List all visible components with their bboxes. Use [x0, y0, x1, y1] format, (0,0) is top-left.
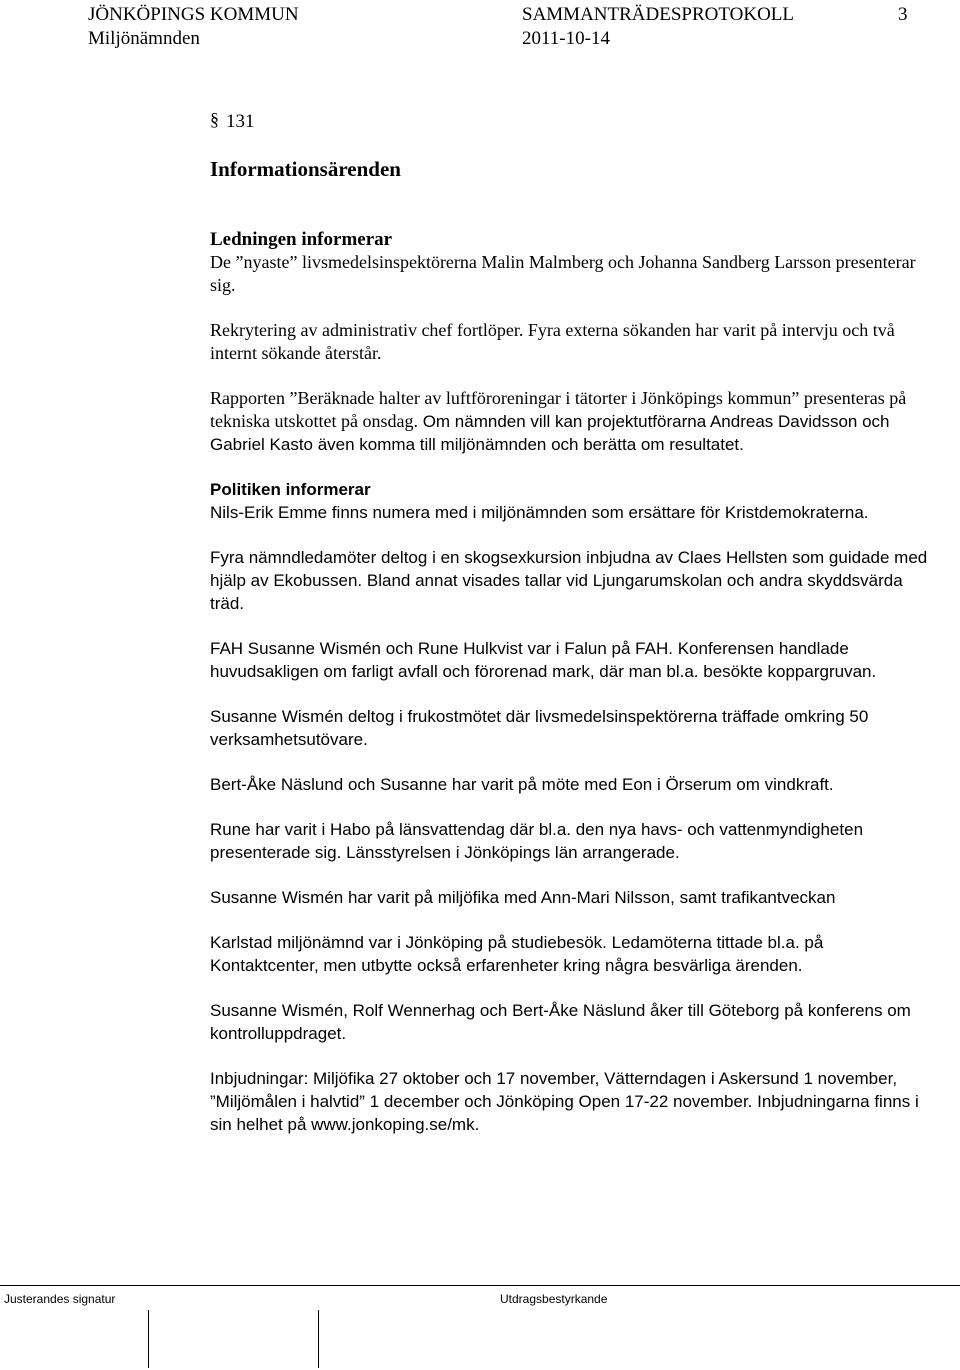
paragraph: Nils-Erik Emme finns numera med i miljönämnden som ersättare för Kristdemokraterna. [210, 503, 869, 522]
signature-box-divider [318, 1310, 319, 1368]
paragraph: Susanne Wismén har varit på miljöfika med Ann-Mari Nilsson, samt trafikantveckan [210, 888, 836, 907]
paragraph: De ”nyaste” livsmedelsinspektörerna Malin Malmberg och Johanna Sandberg Larsson presenterar sig. [210, 252, 916, 295]
section-symbol: § [210, 109, 219, 129]
paragraph: Inbjudningar: Miljöfika 27 oktober och 17 november, Vätterndagen i Askersund 1 november, ”Miljömålen i halvtid” 1 december och Jönköping Open 17-22 november. Inbjudningarna finns i sin helhet på www.jonkoping.se/mk. [210, 1069, 919, 1134]
section-number-value: 131 [226, 111, 255, 132]
signature-box-divider [148, 1310, 149, 1368]
ledningen-heading: Ledningen informerar [210, 229, 393, 250]
paragraph [210, 387, 930, 456]
paragraph: Susanne Wismén, Rolf Wennerhag och Bert-Åke Näslund åker till Göteborg på konferens om kontrolluppdraget. [210, 1001, 911, 1043]
document-type: SAMMANTRÄDESPROTOKOLL [522, 4, 795, 25]
section-title: Informationsärenden [210, 157, 401, 181]
politiken-heading: Politiken informerar [210, 480, 371, 499]
board-name: Miljönämnden [88, 28, 200, 49]
paragraph: Rune har varit i Habo på länsvattendag där bl.a. den nya havs- och vattenmyndigheten presenterade sig. Länsstyrelsen i Jönköpings län arrangerade. [210, 820, 864, 862]
paragraph: FAH Susanne Wismén och Rune Hulkvist var i Falun på FAH. Konferensen handlade huvudsakligen om farligt avfall och förorenad mark, där man bl.a. besökte koppargruvan. [210, 639, 877, 681]
paragraph: Susanne Wismén deltog i frukostmötet där livsmedelsinspektörerna träffade omkring 50 verksamhetsutövare. [210, 707, 869, 749]
paragraph-part: Rapporten ”Beräknade halter av luftföroreningar i tätorter i Jönköpings kommun” presenteras på tekniska utskottet på onsdag. [210, 388, 907, 431]
paragraph-part: Om nämnden vill kan projektutförarna Andreas Davidsson och Gabriel Kasto även komma till miljönämnden och berätta om resultatet. [210, 412, 890, 454]
organization-name: JÖNKÖPINGS KOMMUN [88, 4, 299, 25]
document-body [210, 228, 930, 1136]
paragraph: Fyra nämndledamöter deltog i en skogsexkursion inbjudna av Claes Hellsten som guidade med hjälp av Ekobussen. Bland annat visades tallar vid Ljungarumskolan och andra skyddsvärda träd. [210, 548, 928, 613]
paragraph: Karlstad miljönämnd var i Jönköping på studiebesök. Ledamöterna tittade bl.a. på Kontaktcenter, men utbytte också erfarenheter kring några besvärliga ärenden. [210, 933, 824, 975]
paragraph: Bert-Åke Näslund och Susanne har varit på möte med Eon i Örserum om vindkraft. [210, 775, 834, 794]
footer-divider [0, 1285, 960, 1286]
page-number: 3 [898, 4, 908, 25]
signature-label: Justerandes signatur [4, 1292, 116, 1306]
meeting-date: 2011-10-14 [522, 28, 610, 49]
extract-label: Utdragsbestyrkande [500, 1292, 608, 1306]
paragraph: Rekrytering av administrativ chef fortlöper. Fyra externa sökanden har varit på intervju och två internt sökande återstår. [210, 320, 895, 363]
